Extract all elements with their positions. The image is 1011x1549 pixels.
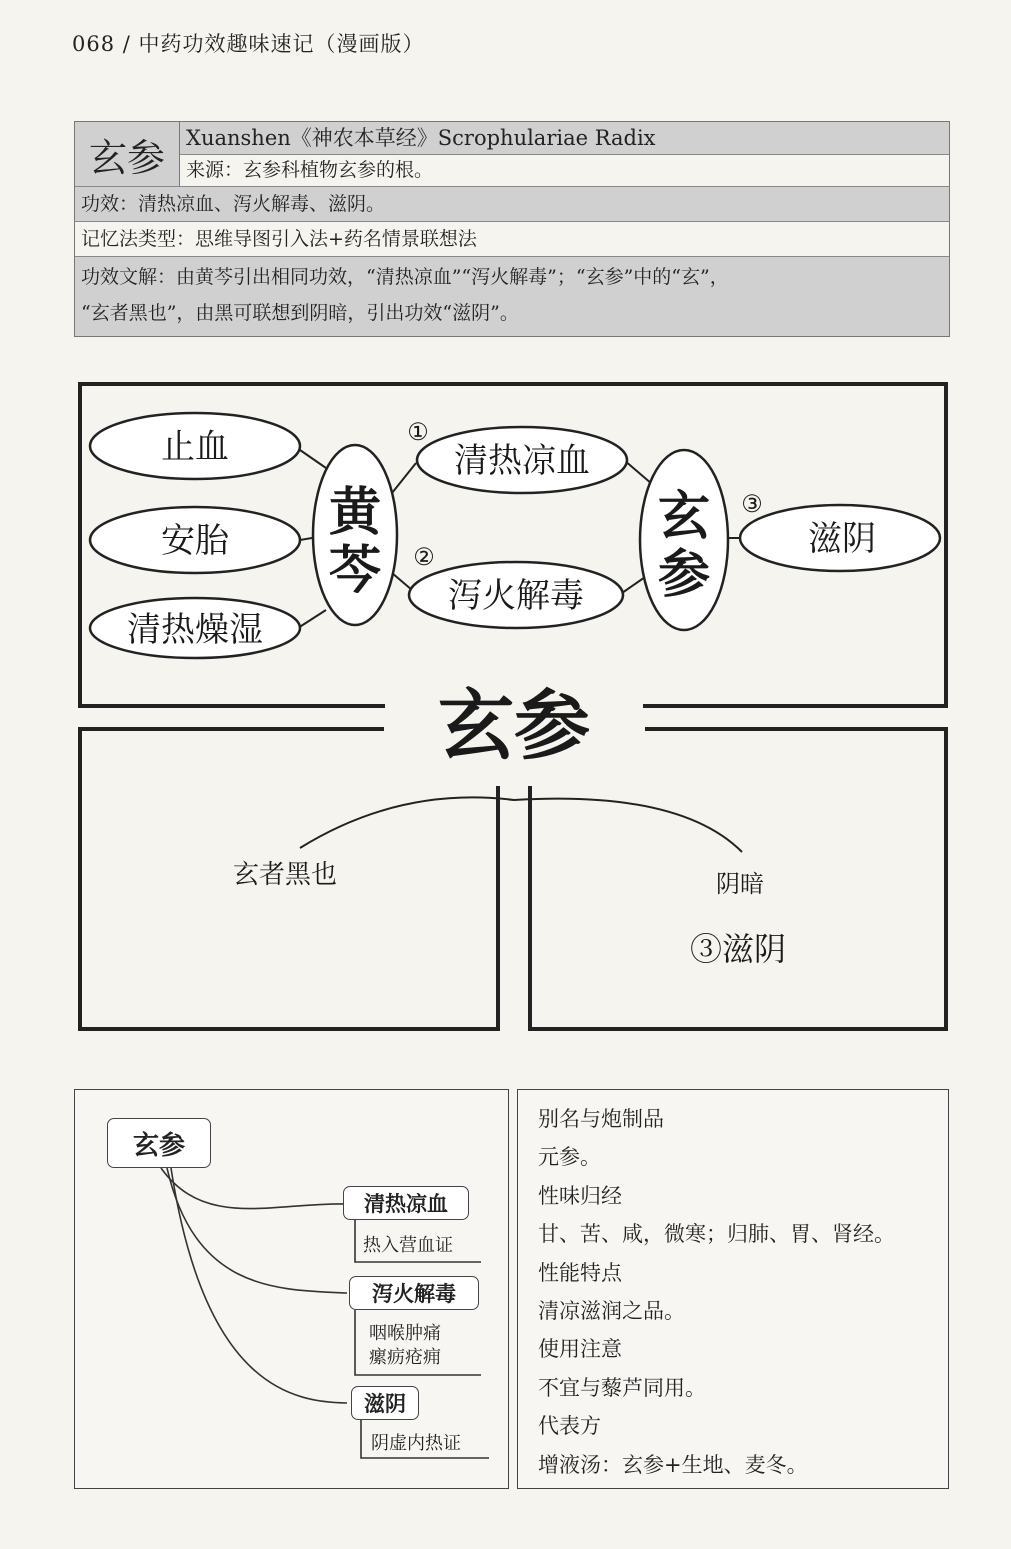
formula-content: 增液汤：玄参+生地、麦冬。 — [538, 1452, 808, 1477]
properties-content: 清凉滋润之品。 — [538, 1298, 685, 1323]
nature-content: 甘、苦、咸，微寒；归肺、胃、肾经。 — [538, 1222, 895, 1247]
label-purge-fire: 泻火解毒 — [448, 576, 584, 616]
alias-heading: 别名与炮制品 — [538, 1107, 664, 1131]
note-xuan-is-black: 玄者黑也 — [232, 860, 338, 890]
note-dark: 阴暗 — [716, 870, 764, 898]
label-nourish-yin: 滋阴 — [808, 519, 876, 559]
caution-heading: 使用注意 — [538, 1337, 622, 1362]
label-stop-bleeding: 止血 — [161, 427, 229, 467]
caution-content: 不宜与藜芦同用。 — [538, 1375, 706, 1400]
efficacy-tree-box — [74, 1089, 509, 1489]
tree-branch-nourish-yin: 滋阴 — [351, 1386, 419, 1420]
explanation-line-2: “玄者黑也”，由黑可联想到阴暗，引出功效“滋阴”。 — [81, 302, 519, 324]
source-line: 来源：玄参科植物玄参的根。 — [186, 159, 434, 181]
huangqin-bottom: 芩 — [328, 540, 382, 601]
memory-method-line: 记忆法类型：思维导图引入法+药名情景联想法 — [75, 221, 949, 256]
tree-detail-throat: 咽喉肿痛 — [369, 1323, 441, 1344]
connection-arc — [300, 797, 742, 852]
tree-detail-yin-deficiency: 阴虚内热证 — [371, 1433, 461, 1454]
explanation-line-1: 功效文解：由黄芩引出相同功效，“清热凉血”“泻火解毒”；“玄参”中的“玄”， — [81, 266, 729, 288]
huangqin-top: 黄 — [328, 482, 382, 543]
label-calm-fetus: 安胎 — [161, 521, 229, 561]
herb-name: 玄参 — [75, 122, 180, 186]
header-separator: / — [122, 32, 131, 56]
efficacy-line: 功效：清热凉血、泻火解毒、滋阴。 — [75, 186, 949, 221]
book-title: 中药功效趣味速记（漫画版） — [138, 32, 425, 56]
herb-details-panel — [517, 1089, 949, 1489]
num-2: ② — [413, 543, 435, 571]
xuanshen-top: 玄 — [657, 486, 711, 547]
formula-heading: 代表方 — [538, 1414, 601, 1439]
page-number: 068 — [72, 32, 116, 56]
num-1: ① — [407, 418, 429, 446]
tree-branch-purge-fire: 泻火解毒 — [349, 1276, 479, 1310]
note-nourish-yin-result: ③滋阴 — [689, 930, 787, 968]
tree-root: 玄参 — [107, 1118, 211, 1168]
tree-detail-heat-blood: 热入营血证 — [363, 1235, 453, 1256]
latin-line: Xuanshen《神农本草经》Scrophulariae Radix — [180, 122, 949, 155]
big-title: 玄参 — [438, 681, 590, 770]
label-clear-heat-dry-damp: 清热燥湿 — [127, 610, 263, 650]
nature-heading: 性味归经 — [538, 1183, 622, 1208]
label-cool-blood: 清热凉血 — [454, 441, 590, 481]
xuanshen-bottom: 参 — [657, 544, 711, 605]
tree-detail-scrofula: 瘰疬疮痈 — [369, 1347, 441, 1368]
num-3: ③ — [741, 490, 763, 518]
properties-heading: 性能特点 — [538, 1260, 622, 1285]
alias-content: 元参。 — [538, 1145, 601, 1170]
tree-branch-cool-blood: 清热凉血 — [343, 1186, 469, 1220]
